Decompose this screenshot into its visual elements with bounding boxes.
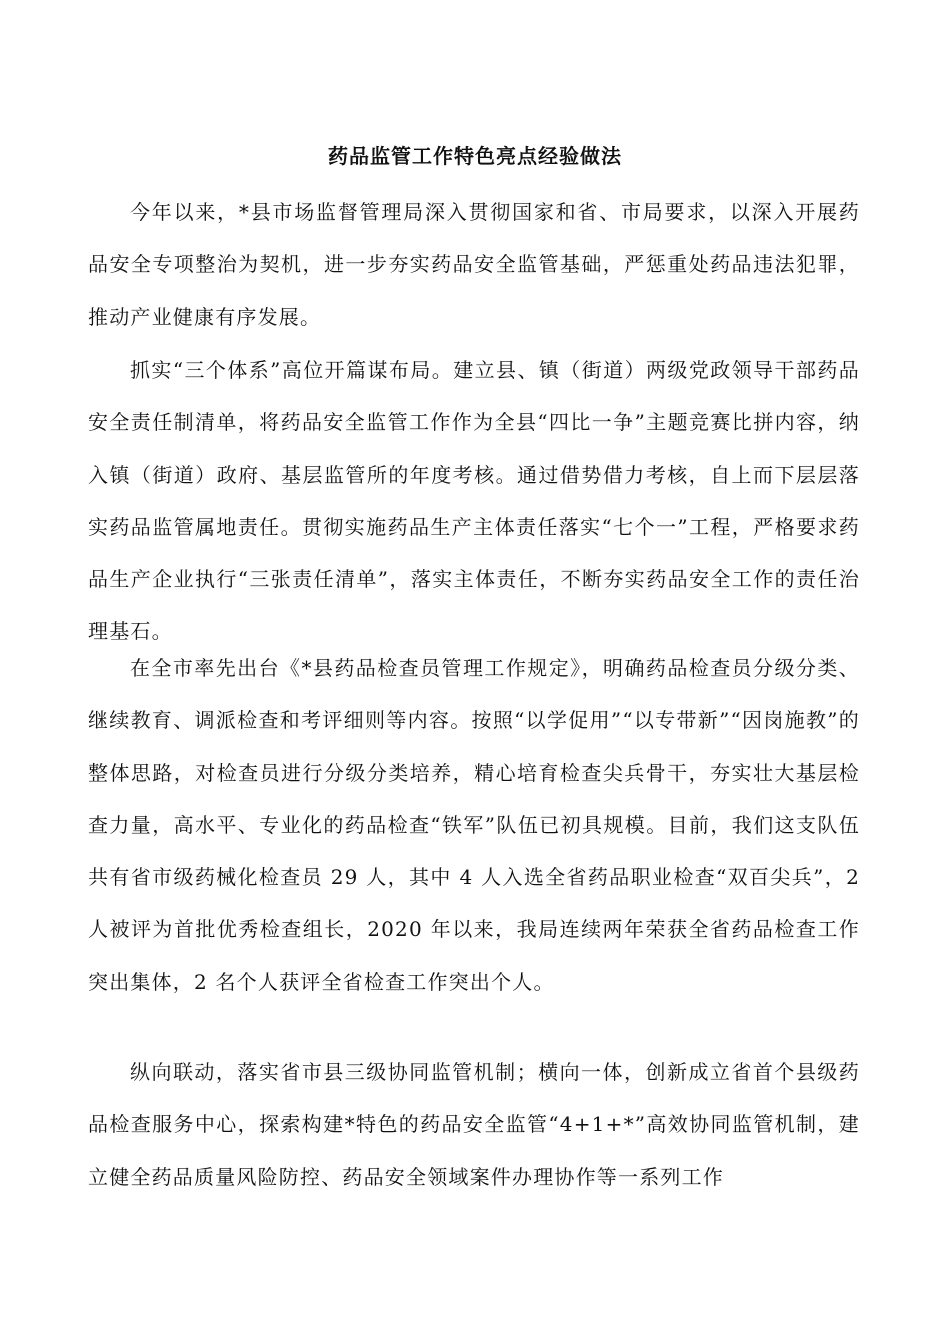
paragraph-intro: 今年以来，*县市场监督管理局深入贯彻国家和省、市局要求，以深入开展药品安全专项整治为契机，进一步夯实药品安全监管基础，严惩重处药品违法犯罪，推动产业健康有序发展。 xyxy=(88,200,860,329)
document-title: 药品监管工作特色亮点经验做法 xyxy=(328,144,622,168)
paragraph-inspector-management: 在全市率先出台《*县药品检查员管理工作规定》，明确药品检查员分级分类、继续教育、调派检查和考评细则等内容。按照“以学促用”“以专带新”“因岗施教”的整体思路，对检查员进行分级分类培养，精心培育检查尖兵骨干，夯实壮大基层检查力量，高水平、专业化的药品检查“铁军”队伍已初具规模。目前，我们这支队伍共有省市级药械化检查员 29 人，其中 4 人入选全省药品职业检查“双百尖兵”，2 人被评为首批优秀检查组长，2020 年以来，我局连续两年荣获全省药品检查工作突出集体，2 名个人获评全省检查工作突出个人。 xyxy=(88,656,860,994)
paragraph-three-systems: 抓实“三个体系”高位开篇谋布局。建立县、镇（街道）两级党政领导干部药品安全责任制清单，将药品安全监管工作作为全县“四比一争”主题竞赛比拼内容，纳入镇（街道）政府、基层监管所的年度考核。通过借势借力考核，自上而下层层落实药品监管属地责任。贯彻实施药品生产主体责任落实“七个一”工程，严格要求药品生产企业执行“三张责任清单”，落实主体责任，不断夯实药品安全工作的责任治理基石。 xyxy=(88,358,860,644)
paragraph-coordinated-supervision: 纵向联动，落实省市县三级协同监管机制；横向一体，创新成立省首个县级药品检查服务中心，探索构建*特色的药品安全监管“4+1+*”高效协同监管机制，建立健全药品质量风险防控、药品安全领域案件办理协作等一系列工作 xyxy=(88,1060,860,1189)
